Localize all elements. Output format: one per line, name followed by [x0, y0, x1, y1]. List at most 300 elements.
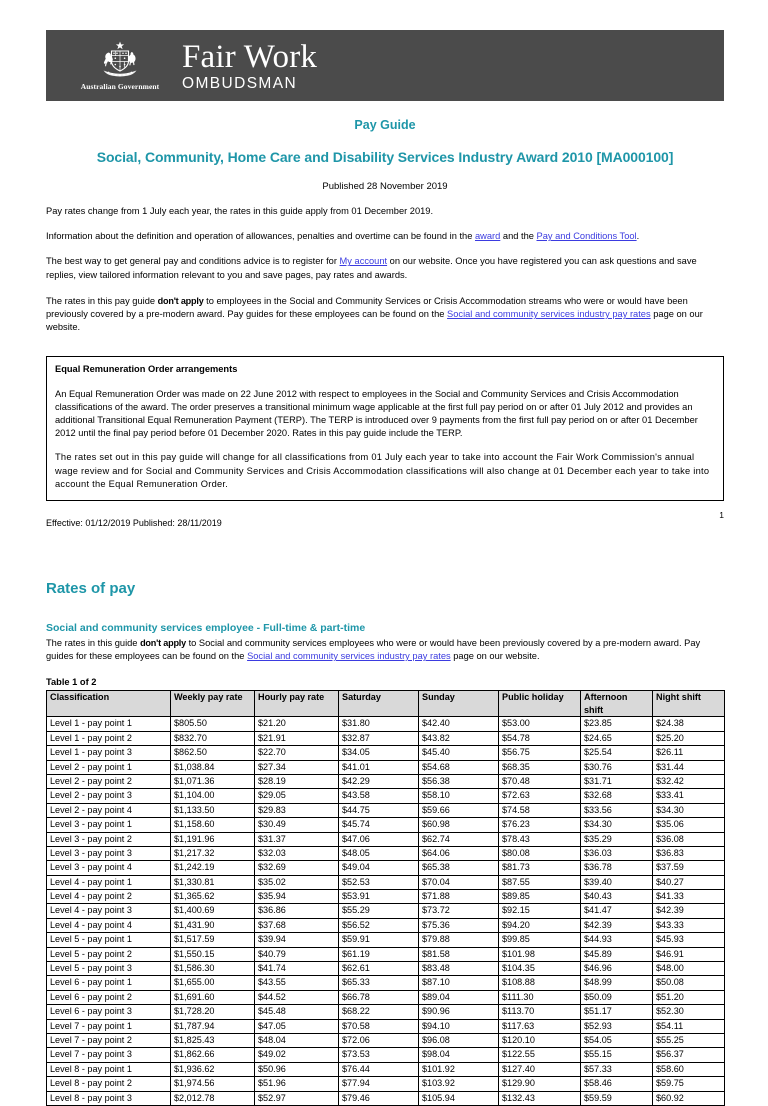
column-header-2: Hourly pay rate	[255, 691, 339, 717]
scs-employee-subheading: Social and community services employee - Full-time & part-time	[46, 622, 366, 634]
cell-classification: Level 2 - pay point 1	[47, 760, 171, 774]
table-row	[47, 1019, 725, 1033]
cell-classification: Level 5 - pay point 1	[47, 933, 171, 947]
table-row	[47, 832, 725, 846]
cell-classification: Level 4 - pay point 4	[47, 918, 171, 932]
cell-value: $45.74	[339, 818, 419, 832]
cell-value: $32.87	[339, 731, 419, 745]
cell-value: $33.41	[653, 789, 725, 803]
intro-p2-text-a: Information about the definition and operation of allowances, penalties and overtime can be found in the	[46, 231, 475, 242]
sub-para-text-a: The rates in this guide	[46, 638, 141, 648]
cell-value: $73.53	[339, 1048, 419, 1062]
cell-value: $46.91	[653, 947, 725, 961]
wordmark-fair-work: Fair Work	[182, 38, 318, 75]
cell-value: $48.05	[339, 846, 419, 860]
cell-value: $29.83	[255, 803, 339, 817]
cell-value: $77.94	[339, 1077, 419, 1091]
cell-classification: Level 3 - pay point 1	[47, 818, 171, 832]
table-row	[47, 890, 725, 904]
cell-value: $1,586.30	[171, 962, 255, 976]
ero-paragraph-2: The rates set out in this pay guide will change for all classifications from 01 July each year to take into account the Fair Work Commission's annual wage review and for Social and Community Services and Crisis Accommodation classifications will also change at 01 December each year to take into account the Equal Remuneration Order.	[55, 452, 710, 489]
cell-value: $44.75	[339, 803, 419, 817]
cell-value: $50.96	[255, 1062, 339, 1076]
cell-value: $48.00	[653, 962, 725, 976]
cell-value: $30.76	[581, 760, 653, 774]
cell-value: $1,158.60	[171, 818, 255, 832]
column-header-1: Weekly pay rate	[171, 691, 255, 717]
cell-value: $1,217.32	[171, 846, 255, 860]
cell-value: $54.05	[581, 1034, 653, 1048]
cell-value: $41.33	[653, 890, 725, 904]
cell-value: $34.05	[339, 746, 419, 760]
commonwealth-coat-of-arms-icon	[97, 41, 143, 81]
effective-published-footer: Effective: 01/12/2019 Published: 28/11/2019	[46, 518, 222, 528]
cell-value: $72.06	[339, 1034, 419, 1048]
cell-value: $89.04	[419, 990, 499, 1004]
cell-value: $1,787.94	[171, 1019, 255, 1033]
cell-value: $80.08	[499, 846, 581, 860]
cell-value: $34.30	[581, 818, 653, 832]
table-row	[47, 1048, 725, 1062]
cell-value: $122.55	[499, 1048, 581, 1062]
cell-value: $59.91	[339, 933, 419, 947]
cell-value: $52.93	[581, 1019, 653, 1033]
table-row	[47, 760, 725, 774]
cell-value: $1,936.62	[171, 1062, 255, 1076]
cell-value: $34.30	[653, 803, 725, 817]
cell-value: $92.15	[499, 904, 581, 918]
cell-value: $1,550.15	[171, 947, 255, 961]
cell-value: $21.20	[255, 717, 339, 731]
intro-p4-text-a: The rates in this pay guide	[46, 295, 158, 306]
cell-value: $25.54	[581, 746, 653, 760]
table-row	[47, 717, 725, 731]
cell-value: $54.68	[419, 760, 499, 774]
cell-value: $60.98	[419, 818, 499, 832]
cell-value: $98.04	[419, 1048, 499, 1062]
cell-value: $70.48	[499, 774, 581, 788]
cell-value: $60.92	[653, 1091, 725, 1105]
equal-remuneration-order-box	[46, 356, 724, 501]
scs-employee-paragraph	[46, 637, 724, 663]
cell-value: $53.00	[499, 717, 581, 731]
cell-value: $54.78	[499, 731, 581, 745]
column-header-6: Afternoon shift	[581, 691, 653, 717]
cell-value: $21.91	[255, 731, 339, 745]
intro-paragraph-allowances	[46, 230, 724, 243]
cell-value: $117.63	[499, 1019, 581, 1033]
cell-value: $54.11	[653, 1019, 725, 1033]
column-header-4: Sunday	[419, 691, 499, 717]
cell-value: $59.75	[653, 1077, 725, 1091]
cell-value: $68.22	[339, 1005, 419, 1019]
cell-classification: Level 3 - pay point 2	[47, 832, 171, 846]
table-header-row	[47, 691, 725, 717]
cell-value: $51.17	[581, 1005, 653, 1019]
pay-and-conditions-tool-link[interactable]: Pay and Conditions Tool	[536, 231, 637, 242]
intro-p2-text-c: .	[636, 231, 640, 242]
cell-value: $30.49	[255, 818, 339, 832]
cell-value: $101.98	[499, 947, 581, 961]
table-row	[47, 933, 725, 947]
cell-value: $56.52	[339, 918, 419, 932]
cell-value: $29.05	[255, 789, 339, 803]
cell-classification: Level 2 - pay point 2	[47, 774, 171, 788]
cell-value: $1,133.50	[171, 803, 255, 817]
cell-value: $101.92	[419, 1062, 499, 1076]
cell-value: $103.92	[419, 1077, 499, 1091]
cell-value: $49.02	[255, 1048, 339, 1062]
cell-value: $42.29	[339, 774, 419, 788]
intro-p3-text-b: on our website. Once you have registered you can ask questions and save replies, view tailored information relevant to you and save pages, pay rates and awards.	[46, 256, 697, 280]
cell-value: $31.37	[255, 832, 339, 846]
table-row	[47, 1077, 725, 1091]
cell-value: $129.90	[499, 1077, 581, 1091]
cell-value: $81.58	[419, 947, 499, 961]
cell-value: $58.10	[419, 789, 499, 803]
cell-classification: Level 3 - pay point 4	[47, 861, 171, 875]
cell-classification: Level 6 - pay point 3	[47, 1005, 171, 1019]
table-row	[47, 1091, 725, 1105]
cell-value: $45.40	[419, 746, 499, 760]
award-title: Social, Community, Home Care and Disability Services Industry Award 2010 [MA000100]	[96, 149, 674, 165]
masthead-banner	[46, 30, 724, 101]
cell-value: $36.83	[653, 846, 725, 860]
sub-para-bold: don't apply	[140, 638, 186, 648]
table-row	[47, 1005, 725, 1019]
sub-para-text-b: to Social and community services employees who were or would have been previously covered by a pre-modern award. Pay guides for these employees can be found on the	[46, 638, 701, 662]
cell-classification: Level 7 - pay point 1	[47, 1019, 171, 1033]
table-row	[47, 746, 725, 760]
cell-value: $35.94	[255, 890, 339, 904]
cell-value: $127.40	[499, 1062, 581, 1076]
intro-paragraph-my-account	[46, 255, 724, 281]
cell-value: $832.70	[171, 731, 255, 745]
cell-value: $70.58	[339, 1019, 419, 1033]
table-row	[47, 918, 725, 932]
cell-value: $36.08	[653, 832, 725, 846]
cell-value: $56.38	[419, 774, 499, 788]
cell-value: $36.78	[581, 861, 653, 875]
intro-p4-bold: don't apply	[157, 295, 204, 306]
cell-value: $55.29	[339, 904, 419, 918]
cell-value: $22.70	[255, 746, 339, 760]
intro-paragraph-dont-apply	[46, 295, 724, 335]
cell-value: $41.47	[581, 904, 653, 918]
cell-classification: Level 5 - pay point 2	[47, 947, 171, 961]
table-row	[47, 789, 725, 803]
cell-value: $62.61	[339, 962, 419, 976]
cell-value: $24.38	[653, 717, 725, 731]
cell-value: $48.04	[255, 1034, 339, 1048]
cell-value: $1,365.62	[171, 890, 255, 904]
cell-value: $41.74	[255, 962, 339, 976]
my-account-link[interactable]: My account	[339, 256, 388, 267]
cell-value: $56.75	[499, 746, 581, 760]
cell-value: $43.33	[653, 918, 725, 932]
cell-value: $51.20	[653, 990, 725, 1004]
cell-value: $62.74	[419, 832, 499, 846]
table-row	[47, 818, 725, 832]
cell-value: $32.42	[653, 774, 725, 788]
table-row	[47, 803, 725, 817]
cell-value: $42.40	[419, 717, 499, 731]
cell-value: $1,191.96	[171, 832, 255, 846]
cell-classification: Level 2 - pay point 4	[47, 803, 171, 817]
pay-rates-table	[46, 690, 725, 1106]
cell-value: $64.06	[419, 846, 499, 860]
cell-value: $49.04	[339, 861, 419, 875]
cell-value: $111.30	[499, 990, 581, 1004]
cell-value: $51.96	[255, 1077, 339, 1091]
cell-value: $52.53	[339, 875, 419, 889]
australian-government-logo	[72, 41, 168, 91]
cell-value: $70.04	[419, 875, 499, 889]
cell-value: $104.35	[499, 962, 581, 976]
cell-value: $43.55	[255, 976, 339, 990]
cell-value: $1,242.19	[171, 861, 255, 875]
cell-value: $73.72	[419, 904, 499, 918]
table-row	[47, 861, 725, 875]
cell-value: $113.70	[499, 1005, 581, 1019]
cell-value: $37.59	[653, 861, 725, 875]
cell-value: $31.71	[581, 774, 653, 788]
cell-value: $57.33	[581, 1062, 653, 1076]
cell-value: $1,655.00	[171, 976, 255, 990]
cell-value: $99.85	[499, 933, 581, 947]
cell-value: $94.20	[499, 918, 581, 932]
cell-value: $45.89	[581, 947, 653, 961]
fair-work-wordmark	[182, 40, 317, 92]
published-date: Published 28 November 2019	[322, 181, 448, 192]
cell-value: $32.03	[255, 846, 339, 860]
cell-value: $52.30	[653, 1005, 725, 1019]
cell-value: $78.43	[499, 832, 581, 846]
table-row	[47, 1034, 725, 1048]
cell-value: $43.58	[339, 789, 419, 803]
cell-value: $1,691.60	[171, 990, 255, 1004]
cell-classification: Level 7 - pay point 2	[47, 1034, 171, 1048]
cell-value: $33.56	[581, 803, 653, 817]
column-header-3: Saturday	[339, 691, 419, 717]
cell-value: $40.27	[653, 875, 725, 889]
cell-value: $94.10	[419, 1019, 499, 1033]
intro-p3-text-a: The best way to get general pay and conditions advice is to register for	[46, 256, 340, 267]
cell-classification: Level 8 - pay point 3	[47, 1091, 171, 1105]
cell-value: $74.58	[499, 803, 581, 817]
cell-value: $68.35	[499, 760, 581, 774]
table-row	[47, 875, 725, 889]
cell-value: $65.33	[339, 976, 419, 990]
cell-value: $27.34	[255, 760, 339, 774]
cell-value: $1,825.43	[171, 1034, 255, 1048]
pay-table-body	[47, 717, 725, 1106]
scs-industry-pay-rates-link[interactable]: Social and community services industry pay rates	[447, 309, 651, 320]
cell-value: $76.44	[339, 1062, 419, 1076]
cell-classification: Level 4 - pay point 1	[47, 875, 171, 889]
cell-value: $1,431.90	[171, 918, 255, 932]
cell-value: $76.23	[499, 818, 581, 832]
cell-value: $59.59	[581, 1091, 653, 1105]
cell-value: $46.96	[581, 962, 653, 976]
cell-value: $862.50	[171, 746, 255, 760]
cell-value: $37.68	[255, 918, 339, 932]
table-caption: Table 1 of 2	[46, 677, 97, 688]
cell-value: $55.15	[581, 1048, 653, 1062]
intro-p1-text: Pay rates change from 1 July each year, the rates in this guide apply from 01 December 2019.	[46, 206, 434, 216]
cell-value: $26.11	[653, 746, 725, 760]
cell-value: $44.93	[581, 933, 653, 947]
cell-value: $120.10	[499, 1034, 581, 1048]
intro-paragraph-rates-change	[46, 205, 724, 218]
cell-classification: Level 1 - pay point 3	[47, 746, 171, 760]
cell-value: $41.01	[339, 760, 419, 774]
cell-classification: Level 6 - pay point 2	[47, 990, 171, 1004]
column-header-5: Public holiday	[499, 691, 581, 717]
cell-value: $24.65	[581, 731, 653, 745]
cell-value: $25.20	[653, 731, 725, 745]
cell-value: $36.86	[255, 904, 339, 918]
cell-classification: Level 2 - pay point 3	[47, 789, 171, 803]
ero-box-title: Equal Remuneration Order arrangements	[55, 364, 238, 375]
column-header-0: Classification	[47, 691, 171, 717]
cell-value: $58.60	[653, 1062, 725, 1076]
cell-value: $47.06	[339, 832, 419, 846]
cell-value: $35.06	[653, 818, 725, 832]
cell-value: $44.52	[255, 990, 339, 1004]
crest-caption: Australian Government	[80, 81, 160, 91]
page-content	[46, 30, 724, 1103]
cell-value: $87.10	[419, 976, 499, 990]
intro-p4-text-c: page on our website.	[46, 309, 703, 333]
cell-value: $35.02	[255, 875, 339, 889]
cell-value: $52.97	[255, 1091, 339, 1105]
cell-value: $56.37	[653, 1048, 725, 1062]
table-row	[47, 962, 725, 976]
cell-value: $105.94	[419, 1091, 499, 1105]
cell-value: $87.55	[499, 875, 581, 889]
cell-value: $31.44	[653, 760, 725, 774]
cell-value: $32.68	[581, 789, 653, 803]
cell-value: $40.43	[581, 890, 653, 904]
table-row	[47, 976, 725, 990]
cell-value: $89.85	[499, 890, 581, 904]
cell-value: $79.46	[339, 1091, 419, 1105]
cell-classification: Level 4 - pay point 3	[47, 904, 171, 918]
cell-value: $2,012.78	[171, 1091, 255, 1105]
table-row	[47, 1062, 725, 1076]
cell-value: $39.94	[255, 933, 339, 947]
table-row	[47, 731, 725, 745]
cell-value: $42.39	[653, 904, 725, 918]
cell-value: $1,728.20	[171, 1005, 255, 1019]
cell-value: $71.88	[419, 890, 499, 904]
award-link[interactable]: award	[474, 231, 501, 242]
cell-value: $65.38	[419, 861, 499, 875]
cell-value: $90.96	[419, 1005, 499, 1019]
ero-paragraph-1: An Equal Remuneration Order was made on 22 June 2012 with respect to employees in the Social and Community Services and Crisis Accommodation classifications of the award. The order preserves a transitional minimum wage applicable at the first full pay period on or after 01 July 2012 and provides an additional Transitional Equal Remuneration Payment (TERP). The TERP is introduced over 9 payments from the first full pay period on or after 01 December 2012 until the final pay period before 01 December 2020. Rates in this pay guide include the TERP.	[55, 388, 698, 439]
sub-para-text-c: page on our website.	[450, 651, 540, 662]
cell-classification: Level 1 - pay point 2	[47, 731, 171, 745]
table-row	[47, 990, 725, 1004]
cell-value: $83.48	[419, 962, 499, 976]
cell-value: $96.08	[419, 1034, 499, 1048]
intro-p2-text-b: and the	[500, 231, 537, 242]
cell-value: $35.29	[581, 832, 653, 846]
cell-classification: Level 3 - pay point 3	[47, 846, 171, 860]
cell-value: $48.99	[581, 976, 653, 990]
cell-value: $28.19	[255, 774, 339, 788]
cell-classification: Level 8 - pay point 1	[47, 1062, 171, 1076]
cell-value: $1,862.66	[171, 1048, 255, 1062]
pay-table-header	[47, 691, 725, 717]
cell-value: $59.66	[419, 803, 499, 817]
page-number: 1	[719, 510, 724, 520]
cell-value: $45.93	[653, 933, 725, 947]
cell-value: $66.78	[339, 990, 419, 1004]
cell-value: $1,038.84	[171, 760, 255, 774]
page-title: Pay Guide	[354, 118, 416, 132]
rates-of-pay-heading: Rates of pay	[46, 580, 136, 597]
cell-value: $1,517.59	[171, 933, 255, 947]
wordmark-ombudsman: OMBUDSMAN	[182, 74, 298, 92]
cell-value: $1,400.69	[171, 904, 255, 918]
cell-value: $50.08	[653, 976, 725, 990]
cell-value: $1,330.81	[171, 875, 255, 889]
table-row	[47, 947, 725, 961]
cell-value: $1,071.36	[171, 774, 255, 788]
cell-value: $79.88	[419, 933, 499, 947]
cell-value: $108.88	[499, 976, 581, 990]
cell-value: $58.46	[581, 1077, 653, 1091]
cell-classification: Level 7 - pay point 3	[47, 1048, 171, 1062]
cell-value: $32.69	[255, 861, 339, 875]
cell-value: $805.50	[171, 717, 255, 731]
cell-value: $45.48	[255, 1005, 339, 1019]
table-row	[47, 904, 725, 918]
cell-value: $61.19	[339, 947, 419, 961]
scs-industry-pay-rates-link-2[interactable]: Social and community services industry pay rates	[247, 651, 451, 662]
cell-value: $75.36	[419, 918, 499, 932]
cell-classification: Level 4 - pay point 2	[47, 890, 171, 904]
cell-classification: Level 5 - pay point 3	[47, 962, 171, 976]
cell-value: $40.79	[255, 947, 339, 961]
cell-value: $132.43	[499, 1091, 581, 1105]
cell-value: $1,104.00	[171, 789, 255, 803]
cell-classification: Level 8 - pay point 2	[47, 1077, 171, 1091]
cell-classification: Level 6 - pay point 1	[47, 976, 171, 990]
table-row	[47, 846, 725, 860]
cell-value: $81.73	[499, 861, 581, 875]
rates-of-pay-section	[46, 580, 724, 1106]
cell-value: $42.39	[581, 918, 653, 932]
table-row	[47, 774, 725, 788]
cell-value: $1,974.56	[171, 1077, 255, 1091]
cell-value: $31.80	[339, 717, 419, 731]
cell-value: $50.09	[581, 990, 653, 1004]
cell-value: $47.05	[255, 1019, 339, 1033]
cell-value: $53.91	[339, 890, 419, 904]
intro-p4-text-b: to employees in the Social and Community Services or Crisis Accommodation streams who were or would have been previously covered by a pre-modern award. Pay guides for these employees can be found on the	[46, 295, 688, 320]
cell-value: $39.40	[581, 875, 653, 889]
column-header-7: Night shift	[653, 691, 725, 717]
cell-classification: Level 1 - pay point 1	[47, 717, 171, 731]
cell-value: $23.85	[581, 717, 653, 731]
cell-value: $72.63	[499, 789, 581, 803]
cell-value: $36.03	[581, 846, 653, 860]
cell-value: $55.25	[653, 1034, 725, 1048]
cell-value: $43.82	[419, 731, 499, 745]
